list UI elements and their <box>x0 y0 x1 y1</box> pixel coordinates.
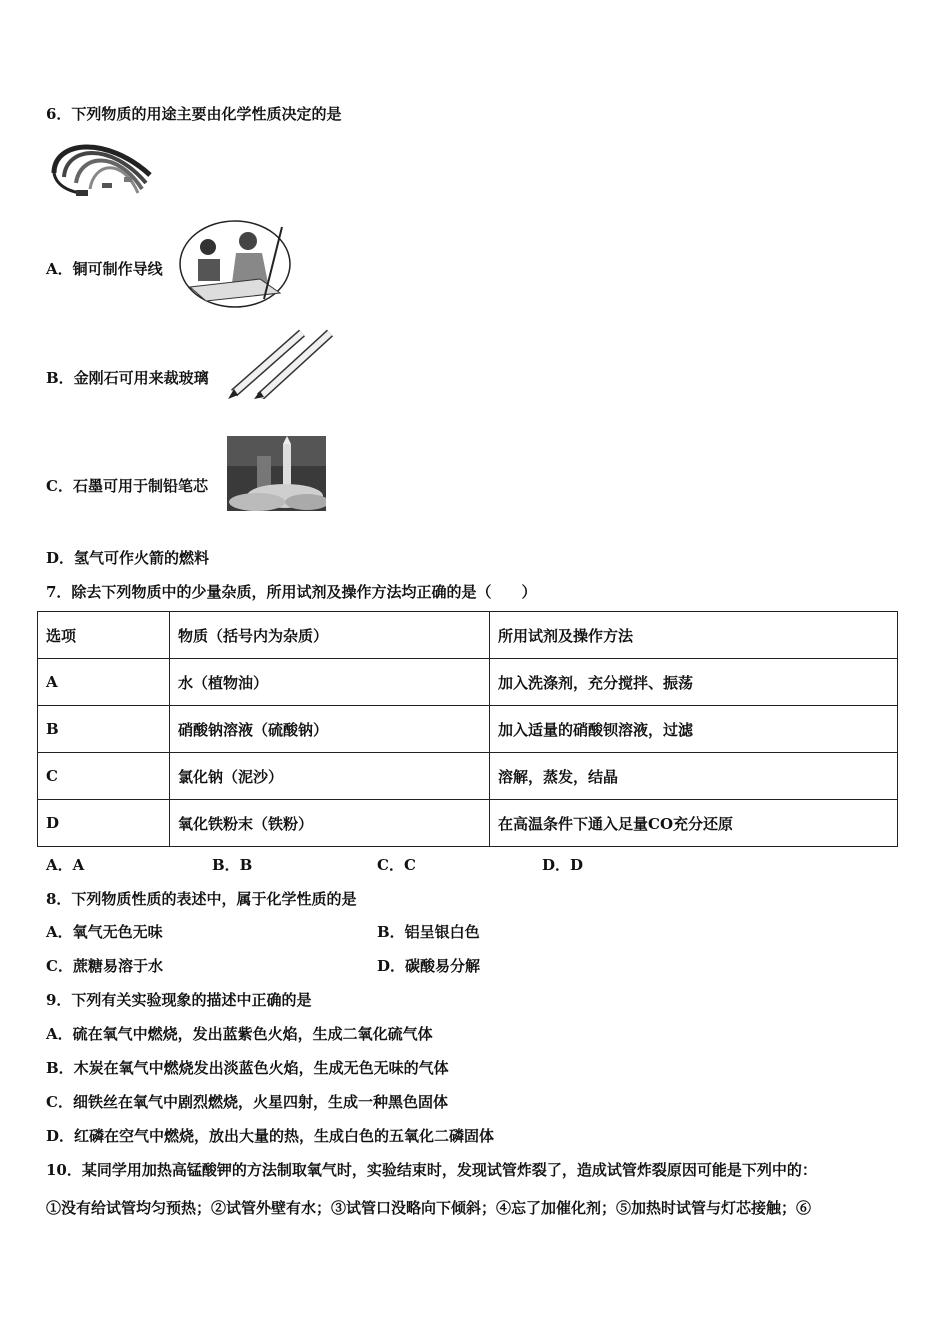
q6-option-d: D．氢气可作火箭的燃料 <box>46 549 210 567</box>
table-cell: 硝酸钠溶液（硫酸钠） <box>170 706 490 753</box>
q8-option-b: B．铝呈银白色 <box>377 923 480 941</box>
cables-image <box>46 133 156 201</box>
q9-option-b: B．木炭在氧气中燃烧发出淡蓝色火焰，生成无色无味的气体 <box>46 1059 449 1077</box>
table-header-row <box>38 612 898 659</box>
q7-stem: 7．除去下列物质中的少量杂质，所用试剂及操作方法均正确的是（ ） <box>46 583 537 601</box>
q7-answer-c: C．C <box>377 856 416 874</box>
pencils-image <box>226 327 338 399</box>
q9-option-c: C．细铁丝在氧气中剧烈燃烧，火星四射，生成一种黑色固体 <box>46 1093 448 1111</box>
table-cell: 加入适量的硝酸钡溶液，过滤 <box>490 706 898 753</box>
q8-option-c: C．蔗糖易溶于水 <box>46 957 163 975</box>
table-row <box>38 659 898 706</box>
table-cell: B <box>38 706 170 753</box>
q6-stem: 6．下列物质的用途主要由化学性质决定的是 <box>46 105 342 123</box>
table-cell: 在高温条件下通入足量CO充分还原 <box>490 800 898 847</box>
q7-answer-d: D．D <box>542 856 584 874</box>
q8-option-d: D．碳酸易分解 <box>377 957 481 975</box>
table-row <box>38 800 898 847</box>
table-cell: 氧化铁粉末（铁粉） <box>170 800 490 847</box>
q7-answer-b: B．B <box>212 856 253 874</box>
q10-line-2: ①没有给试管均匀预热；②试管外壁有水；③试管口没略向下倾斜；④忘了加催化剂；⑤加热时试管与灯芯接触；⑥ <box>46 1199 812 1217</box>
table-cell: 加入洗涤剂，充分搅拌、振荡 <box>490 659 898 706</box>
q10-stem: 10．某同学用加热高锰酸钾的方法制取氧气时，实验结束时，发现试管炸裂了，造成试管炸裂原因可能是下列中的： <box>46 1161 817 1179</box>
q6-option-c: C．石墨可用于制铅笔芯 <box>46 477 208 495</box>
table-cell: 溶解，蒸发，结晶 <box>490 753 898 800</box>
table-cell: D <box>38 800 170 847</box>
cutting-glass-image <box>178 219 292 309</box>
q6-option-b: B．金刚石可用来裁玻璃 <box>46 369 209 387</box>
q7-table <box>37 611 898 847</box>
table-cell: 氯化钠（泥沙） <box>170 753 490 800</box>
table-row <box>38 706 898 753</box>
q9-stem: 9．下列有关实验现象的描述中正确的是 <box>46 991 312 1009</box>
q7-answer-a: A．A <box>46 856 85 874</box>
header-cell: 物质（括号内为杂质） <box>170 612 490 659</box>
q8-stem: 8．下列物质性质的表述中，属于化学性质的是 <box>46 890 357 908</box>
q9-option-d: D．红磷在空气中燃烧，放出大量的热，生成白色的五氧化二磷固体 <box>46 1127 495 1145</box>
q6-option-a: A．铜可制作导线 <box>46 260 163 278</box>
header-cell: 选项 <box>38 612 170 659</box>
table-cell: 水（植物油） <box>170 659 490 706</box>
q8-option-a: A．氧气无色无味 <box>46 923 163 941</box>
q9-option-a: A．硫在氧气中燃烧，发出蓝紫色火焰，生成二氧化硫气体 <box>46 1025 433 1043</box>
table-cell: C <box>38 753 170 800</box>
rocket-launch-image <box>227 436 326 511</box>
table-cell: A <box>38 659 170 706</box>
table-row <box>38 753 898 800</box>
header-cell: 所用试剂及操作方法 <box>490 612 898 659</box>
